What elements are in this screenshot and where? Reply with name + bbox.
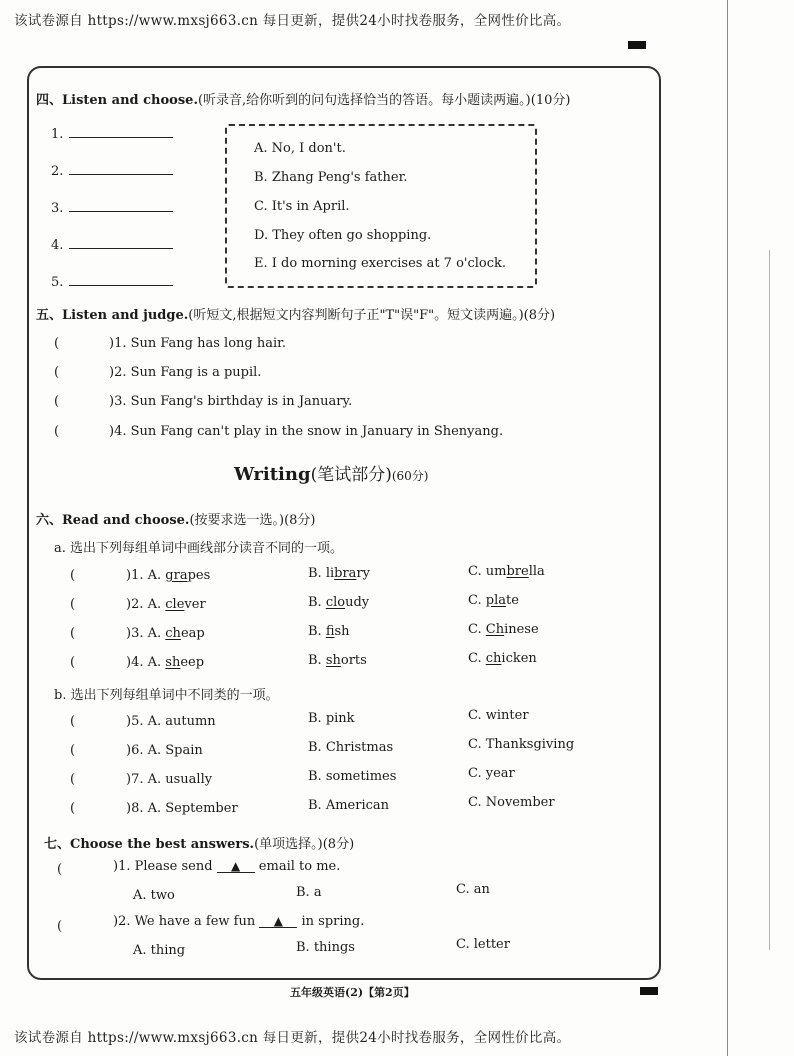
pron-row-3-b: B. fish [308,624,350,639]
bottom-banner: 该试卷源自 https://www.mxsj663.cn 每日更新，提供24小时找卷服务，全网性价比高。 [14,1030,571,1046]
class-row-5-c: C. winter [468,708,529,723]
pron-row-1-a: )1. A. grapes [126,568,211,583]
answer-blank[interactable] [69,162,173,175]
choice-paren[interactable]: ( [70,568,76,583]
page-edge-line [727,0,728,1056]
answer-line-2[interactable]: 2. [51,162,173,179]
section-5-title: 五、Listen and judge.(听短文,根据短文内容判断句子正"T"误"F"。短文读两遍。)(8分) [36,308,556,323]
class-row-7-c: C. year [468,766,515,781]
q2-option-b: B. things [296,940,355,955]
answer-line-3[interactable]: 3. [51,199,173,216]
section-4-title: 四、Listen and choose.(听录音,给你听到的问句选择恰当的答语。每小题读两遍。)(10分) [36,93,571,108]
class-row-5-b: B. pink [308,711,355,726]
triangle-blank-icon[interactable]: ▲ [259,915,297,928]
class-row-8-b: B. American [308,798,390,813]
pron-row-4-b: B. shorts [308,653,367,668]
class-row-5-a: )5. A. autumn [126,714,216,729]
q1-option-a: A. two [133,888,175,903]
choice-paren[interactable]: ( [57,862,63,877]
choice-paren[interactable]: ( [57,919,63,934]
class-row-6-b: B. Christmas [308,740,394,755]
triangle-blank-icon[interactable]: ▲ [217,860,255,873]
judge-item-2: )2. Sun Fang is a pupil. [109,365,262,380]
judge-paren[interactable]: ( [54,365,60,380]
section-7-title: 七、Choose the best answers.(单项选择。)(8分) [44,837,355,852]
class-row-8-a: )8. A. September [126,801,238,816]
judge-paren[interactable]: ( [54,336,60,351]
choice-paren[interactable]: ( [70,743,76,758]
subsection-b-title: b. 选出下列每组单词中不同类的一项。 [54,688,279,703]
subsection-a-title: a. 选出下列每组单词中画线部分读音不同的一项。 [54,541,344,556]
choice-paren[interactable]: ( [70,626,76,641]
pron-row-3-a: )3. A. cheap [126,626,205,641]
pron-row-2-b: B. cloudy [308,595,370,610]
option-b: B. Zhang Peng's father. [254,170,408,185]
pron-row-4-a: )4. A. sheep [126,655,205,670]
page-footer: 五年级英语(2)【第2页】 [290,986,415,999]
class-row-8-c: C. November [468,795,555,810]
top-banner: 该试卷源自 https://www.mxsj663.cn 每日更新，提供24小时找卷服务，全网性价比高。 [14,13,571,29]
pron-row-3-c: C. Chinese [468,622,539,637]
judge-paren[interactable]: ( [54,394,60,409]
answer-blank[interactable] [69,125,173,138]
answer-blank[interactable] [69,236,173,249]
class-row-6-a: )6. A. Spain [126,743,203,758]
choice-paren[interactable]: ( [70,801,76,816]
question-1: )1. Please send ▲ email to me. [113,859,341,874]
corner-mark [628,41,646,49]
answer-line-4[interactable]: 4. [51,236,173,253]
pron-row-4-c: C. chicken [468,651,537,666]
class-row-7-a: )7. A. usually [126,772,213,787]
class-row-7-b: B. sometimes [308,769,397,784]
judge-item-4: )4. Sun Fang can't play in the snow in January in Shenyang. [109,424,504,439]
scan-line [769,250,770,950]
answer-line-5[interactable]: 5. [51,273,173,290]
option-a: A. No, I don't. [254,141,346,156]
section-6-title: 六、Read and choose.(按要求选一选。)(8分) [36,513,316,528]
pron-row-1-b: B. library [308,566,370,581]
judge-paren[interactable]: ( [54,424,60,439]
answer-blank[interactable] [69,199,173,212]
choice-paren[interactable]: ( [70,597,76,612]
judge-item-3: )3. Sun Fang's birthday is in January. [109,394,353,409]
choice-paren[interactable]: ( [70,655,76,670]
pron-row-2-c: C. plate [468,593,519,608]
answer-blank[interactable] [69,273,173,286]
option-e: E. I do morning exercises at 7 o'clock. [254,256,507,271]
q2-option-a: A. thing [133,943,186,958]
choice-paren[interactable]: ( [70,714,76,729]
q1-option-b: B. a [296,885,322,900]
option-d: D. They often go shopping. [254,228,432,243]
writing-heading: Writing(笔试部分)(60分) [234,464,429,485]
q1-option-c: C. an [456,882,490,897]
pron-row-1-c: C. umbrella [468,564,545,579]
corner-mark [640,987,658,995]
q2-option-c: C. letter [456,937,510,952]
pron-row-2-a: )2. A. clever [126,597,206,612]
option-c: C. It's in April. [254,199,350,214]
answer-line-1[interactable]: 1. [51,125,173,142]
choice-paren[interactable]: ( [70,772,76,787]
judge-item-1: )1. Sun Fang has long hair. [109,336,287,351]
question-2: )2. We have a few fun ▲ in spring. [113,914,365,929]
class-row-6-c: C. Thanksgiving [468,737,575,752]
